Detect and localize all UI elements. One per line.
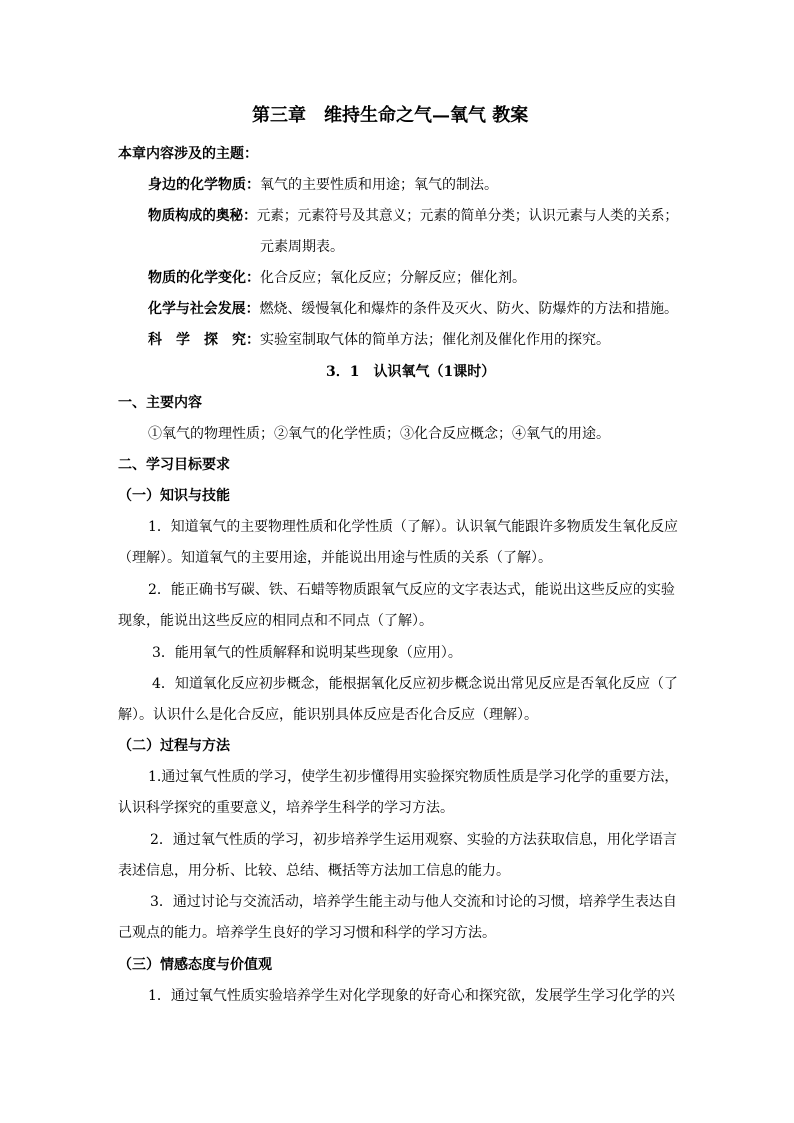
subsection-heading: （三）情感态度与价值观 <box>118 957 272 973</box>
topic-text: 实验室制取气体的简单方法；催化剂及催化作用的探究。 <box>260 332 610 348</box>
paragraph-line: 1．知道氧气的主要物理性质和化学性质（了解）。认识氧气能跟许多物质发生氧化反应 <box>148 519 678 535</box>
topic-text: 化合反应；氧化反应；分解反应；催化剂。 <box>260 270 526 286</box>
paragraph-line: 3．通过讨论与交流活动，培养学生能主动与他人交流和讨论的习惯，培养学生表达自 <box>150 894 677 910</box>
section-heading: 二、学习目标要求 <box>118 457 230 473</box>
topic-label: 物质构成的奥秘： <box>148 208 257 224</box>
topic-label: 科 学 探 究： <box>148 332 260 348</box>
paragraph-line: 1．通过氧气性质实验培养学生对化学现象的好奇心和探究欲，发展学生学习化学的兴 <box>148 988 675 1004</box>
paragraph-line: 解）。认识什么是化合反应，能识别具体反应是否化合反应（理解）。 <box>118 707 538 723</box>
topic-continuation: 元素周期表。 <box>260 239 344 255</box>
subsection-heading: （二）过程与方法 <box>118 738 230 754</box>
paragraph-line: 表述信息，用分析、比较、总结、概括等方法加工信息的能力。 <box>118 863 510 879</box>
paragraph-line: 2．能正确书写碳、铁、石蜡等物质跟氧气反应的文字表达式，能说出这些反应的实验 <box>148 582 675 598</box>
paragraph-line: 1.通过氧气性质的学习，使学生初步懂得用实验探究物质性质是学习化学的重要方法， <box>148 769 679 785</box>
paragraph-line: 现象，能说出这些反应的相同点和不同点（了解）。 <box>118 613 433 629</box>
paragraph-line: 认识科学探究的重要意义，培养学生科学的学习方法。 <box>118 800 454 816</box>
section-heading: 一、主要内容 <box>118 395 202 411</box>
topics-heading: 本章内容涉及的主题： <box>118 146 258 162</box>
topic-text: 燃烧、缓慢氧化和爆炸的条件及灭火、防火、防爆炸的方法和措施。 <box>259 301 678 317</box>
paragraph-line: 3．能用氧气的性质解释和说明某些现象（应用）。 <box>152 645 462 661</box>
paragraph-line: 己观点的能力。培养学生良好的学习习惯和科学的学习方法。 <box>118 925 496 941</box>
topic-text: 元素；元素符号及其意义；元素的简单分类；认识元素与人类的关系； <box>256 208 679 224</box>
lesson-title: 3．1 认识氧气（1课时） <box>326 364 496 380</box>
page-title: 第三章 维持生命之气—氧气 教案 <box>252 105 529 126</box>
topic-label: 身边的化学物质： <box>148 177 260 193</box>
paragraph-line: 2．通过氧气性质的学习，初步培养学生运用观察、实验的方法获取信息，用化学语言 <box>150 832 677 848</box>
topic-row <box>148 175 498 195</box>
topic-row <box>148 299 678 319</box>
paragraph-line: （理解）。知道氧气的主要用途，并能说出用途与性质的关系（了解）。 <box>118 550 552 566</box>
section-text: ①氧气的物理性质；②氧气的化学性质；③化合反应概念；④氧气的用途。 <box>148 426 610 442</box>
topic-row <box>148 206 678 226</box>
topic-row <box>148 330 610 350</box>
topic-label: 化学与社会发展： <box>148 301 260 317</box>
paragraph-line: 4．知道氧化反应初步概念，能根据氧化反应初步概念说出常见反应是否氧化反应（了 <box>152 676 678 692</box>
topic-label: 物质的化学变化： <box>148 270 260 286</box>
topic-text: 氧气的主要性质和用途；氧气的制法。 <box>260 177 498 193</box>
subsection-heading: （一）知识与技能 <box>118 488 230 504</box>
topic-row <box>148 268 526 288</box>
